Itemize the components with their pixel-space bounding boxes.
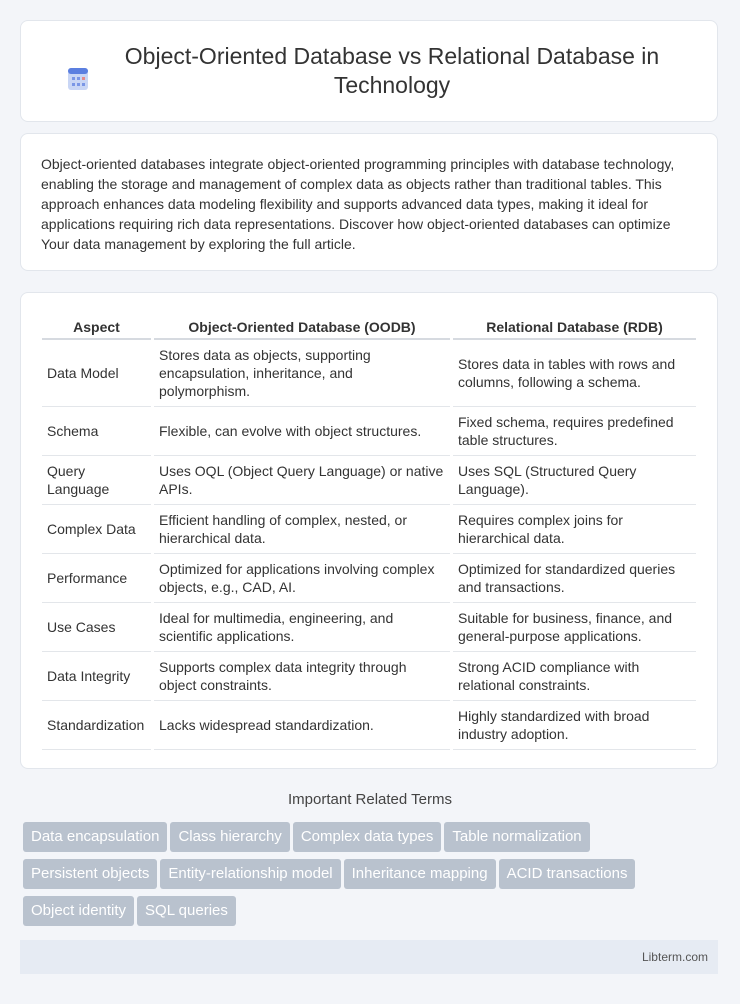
table-row (42, 554, 696, 603)
aspect-cell: Query Language (42, 456, 151, 505)
rdb-cell: Optimized for standardized queries and transactions. (453, 554, 696, 603)
oodb-cell: Supports complex data integrity through object constraints. (154, 652, 450, 701)
table-row (42, 701, 696, 750)
rdb-cell: Fixed schema, requires predefined table structures. (453, 407, 696, 456)
table-row (42, 505, 696, 554)
rdb-cell: Suitable for business, finance, and general-purpose applications. (453, 603, 696, 652)
oodb-cell: Lacks widespread standardization. (154, 701, 450, 750)
related-terms-title: Important Related Terms (288, 791, 452, 808)
rdb-cell: Strong ACID compliance with relational constraints. (453, 652, 696, 701)
footer (20, 940, 718, 974)
oodb-cell: Ideal for multimedia, engineering, and scientific applications. (154, 603, 450, 652)
title-card (20, 20, 718, 122)
aspect-cell: Use Cases (42, 603, 151, 652)
intro-card (20, 133, 718, 271)
comparison-card (20, 292, 718, 769)
related-terms-list (23, 822, 703, 933)
rdb-cell: Stores data in tables with rows and columns, following a schema. (453, 340, 696, 407)
aspect-cell: Schema (42, 407, 151, 456)
table-header-row (42, 311, 696, 340)
aspect-cell: Performance (42, 554, 151, 603)
oodb-cell: Stores data as objects, supporting encapsulation, inheritance, and polymorphism. (154, 340, 450, 407)
rdb-cell: Highly standardized with broad industry adoption. (453, 701, 696, 750)
footer-site-link[interactable]: Libterm.com (641, 950, 708, 964)
aspect-cell: Data Model (42, 340, 151, 407)
term-tag[interactable]: Table normalization (444, 822, 589, 852)
term-tag[interactable]: Data encapsulation (23, 822, 167, 852)
table-row (42, 603, 696, 652)
database-icon (66, 66, 90, 92)
comparison-table (39, 311, 699, 750)
term-tag[interactable]: Complex data types (293, 822, 442, 852)
header-aspect: Aspect (42, 311, 151, 340)
table-row (42, 340, 696, 407)
header-rdb: Relational Database (RDB) (453, 311, 696, 340)
rdb-cell: Requires complex joins for hierarchical data. (453, 505, 696, 554)
term-tag[interactable]: SQL queries (137, 896, 236, 926)
term-tag[interactable]: Persistent objects (23, 859, 157, 889)
intro-text: Object-oriented databases integrate object-oriented programming principles with database technology, enabling the storage and management of complex data as objects rather than traditional tables. This approach enhances data modeling flexibility and supports advanced data types, making it ideal for applications requiring rich data representations. Discover how object-oriented databases can optimize Your data management by exploring the full article. (41, 156, 675, 252)
term-tag[interactable]: Class hierarchy (170, 822, 289, 852)
term-tag[interactable]: Object identity (23, 896, 134, 926)
aspect-cell: Data Integrity (42, 652, 151, 701)
table-row (42, 456, 696, 505)
oodb-cell: Efficient handling of complex, nested, or hierarchical data. (154, 505, 450, 554)
page-title: Object-Oriented Database vs Relational Database in Technology (124, 43, 660, 98)
term-tag[interactable]: Entity-relationship model (160, 859, 340, 889)
oodb-cell: Optimized for applications involving complex objects, e.g., CAD, AI. (154, 554, 450, 603)
term-tag[interactable]: ACID transactions (499, 859, 636, 889)
aspect-cell: Standardization (42, 701, 151, 750)
oodb-cell: Uses OQL (Object Query Language) or native APIs. (154, 456, 450, 505)
header-oodb: Object-Oriented Database (OODB) (154, 311, 450, 340)
oodb-cell: Flexible, can evolve with object structures. (154, 407, 450, 456)
rdb-cell: Uses SQL (Structured Query Language). (453, 456, 696, 505)
aspect-cell: Complex Data (42, 505, 151, 554)
table-row (42, 407, 696, 456)
term-tag[interactable]: Inheritance mapping (344, 859, 496, 889)
table-row (42, 652, 696, 701)
